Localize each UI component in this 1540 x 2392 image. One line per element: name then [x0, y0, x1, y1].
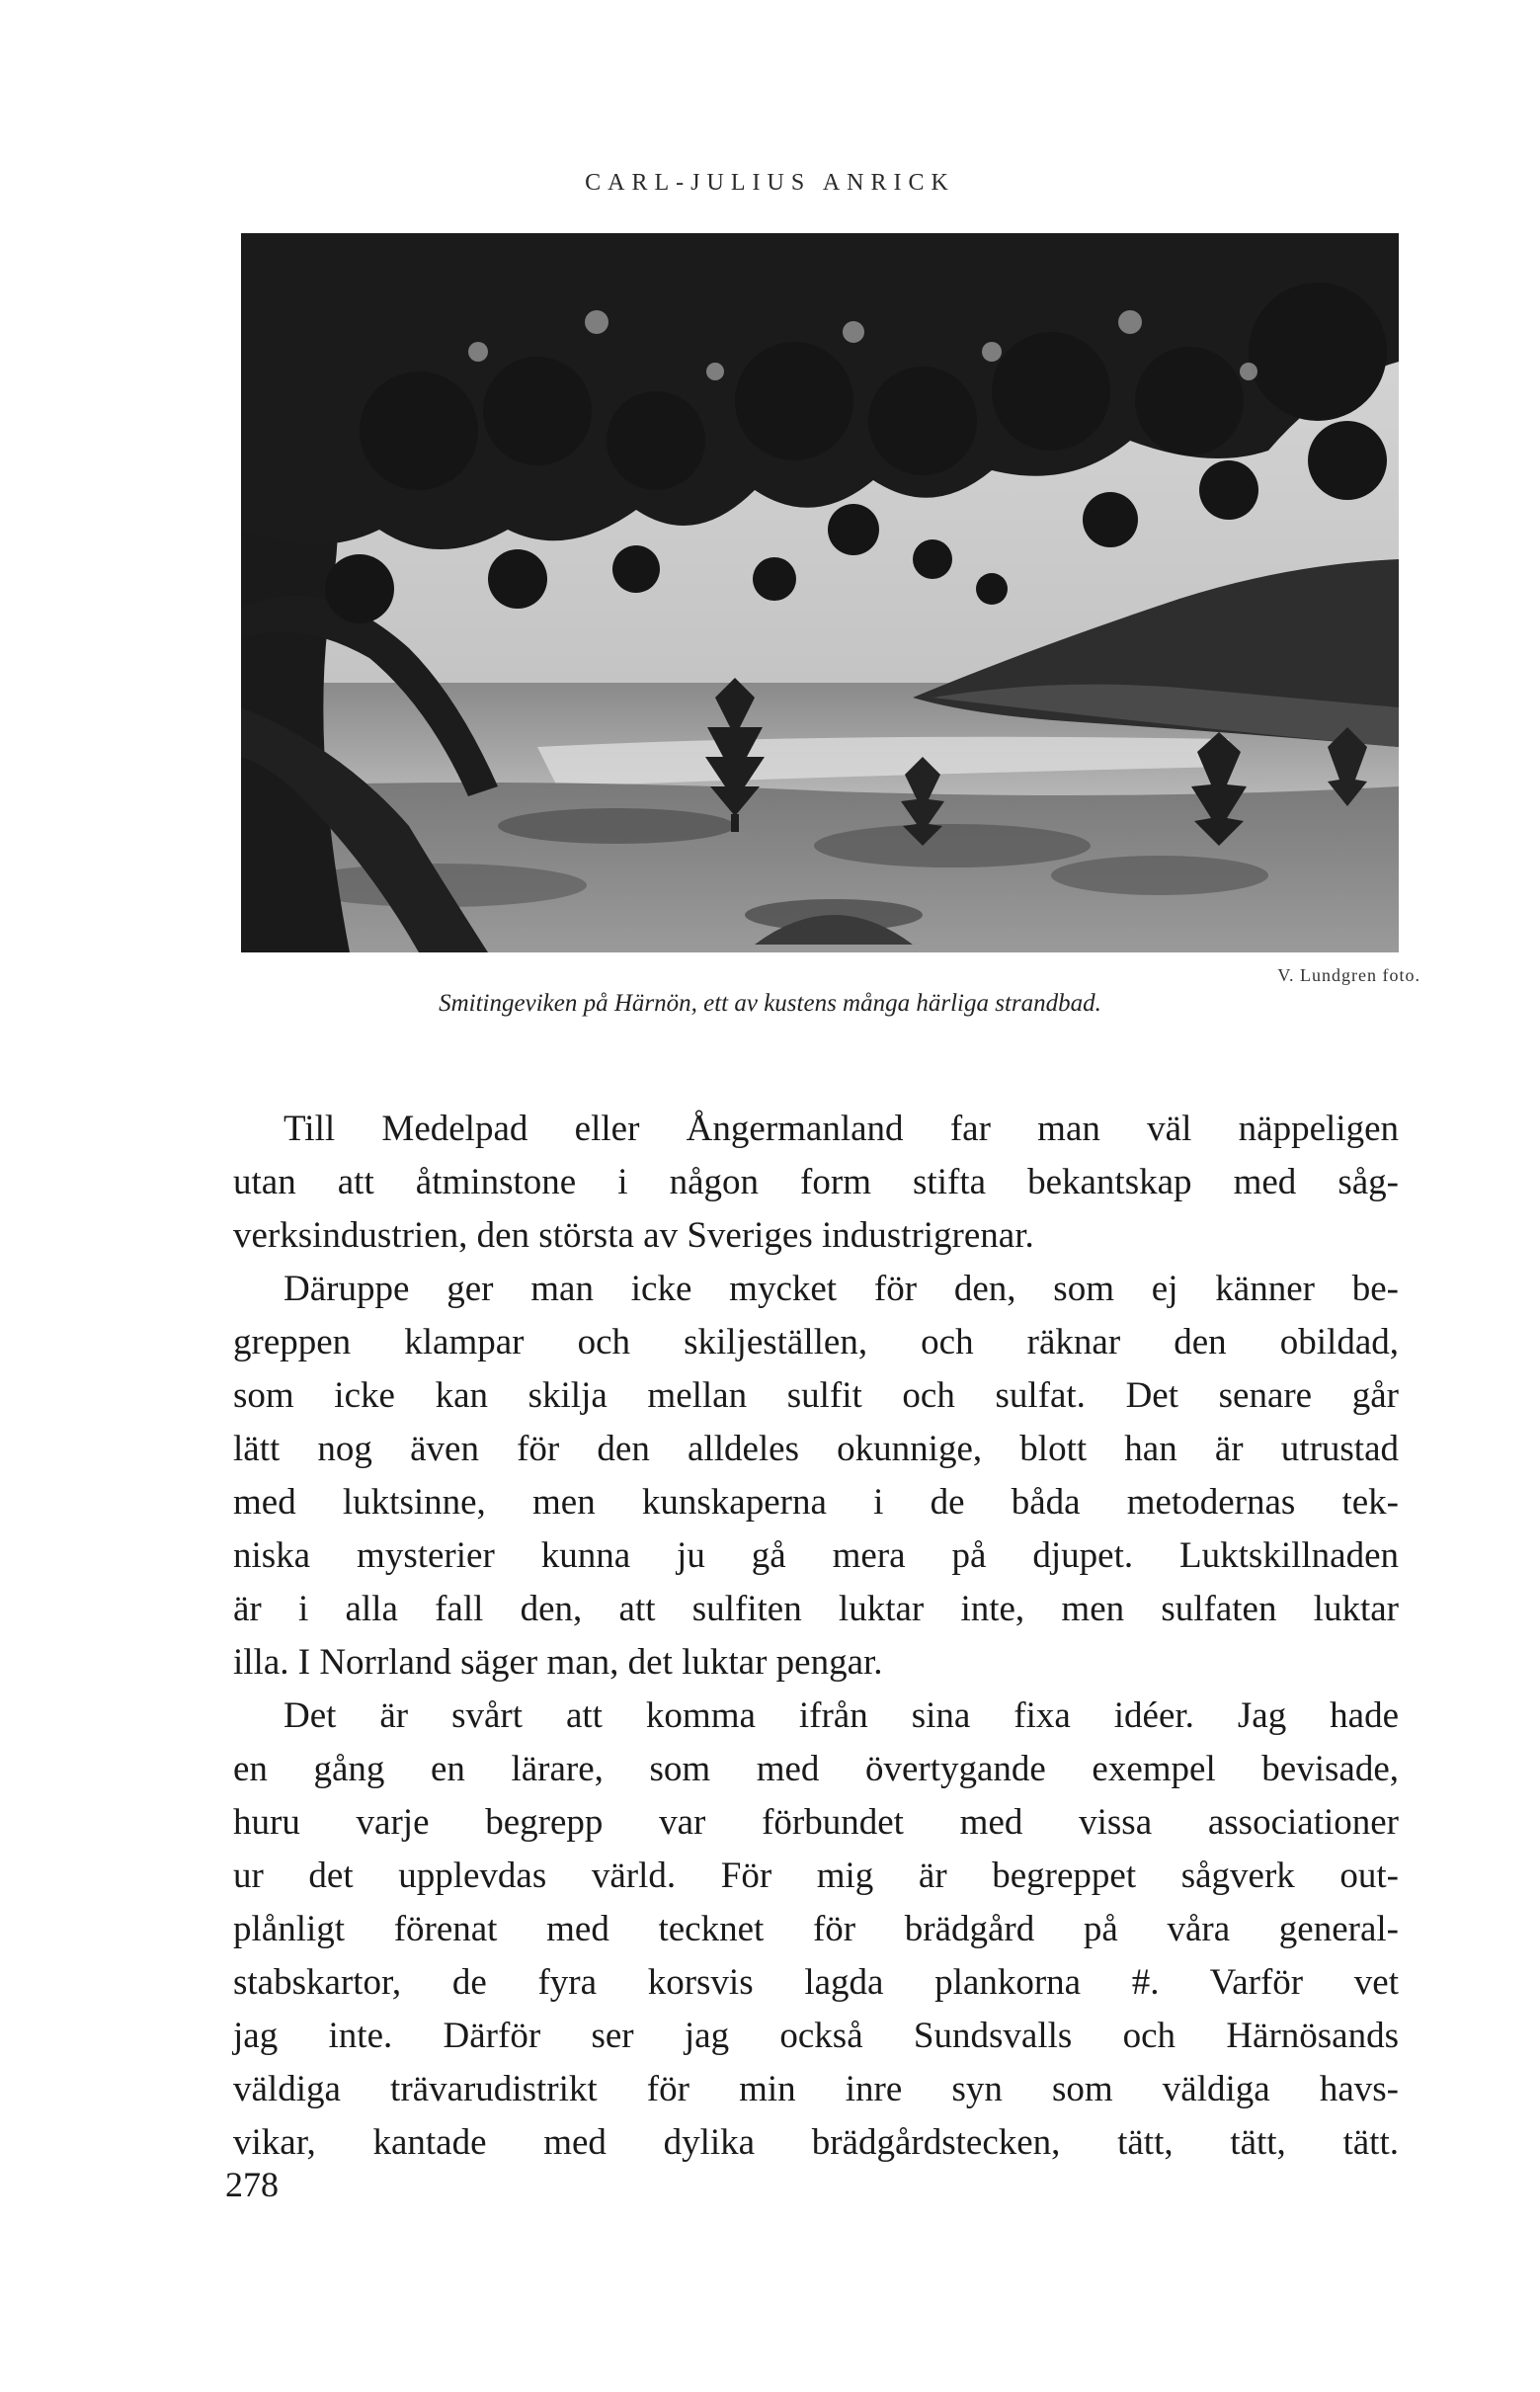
photo-credit: V. Lundgren foto. — [1277, 965, 1420, 985]
text-line: Till Medelpad eller Ångermanland far man väl näppeligen — [284, 1109, 1399, 1149]
running-head: CARL-JULIUS ANRICK — [585, 170, 955, 196]
body-text — [233, 1103, 1399, 2170]
text-line: plånligt förenat med tecknet för brädgård på våra general- — [233, 1909, 1399, 1949]
text-line: Däruppe ger man icke mycket för den, som ej känner be- — [284, 1269, 1399, 1309]
text-line: med luktsinne, men kunskaperna i de båda metodernas tek- — [233, 1482, 1399, 1523]
text-line: illa. I Norrland säger man, det luktar pengar. — [233, 1642, 883, 1683]
text-line: ur det upplevdas värld. För mig är begreppet sågverk out- — [233, 1856, 1399, 1896]
photo-caption: Smitingeviken på Härnön, ett av kustens många härliga strandbad. — [439, 990, 1101, 1017]
paragraph-1 — [233, 1103, 1399, 1263]
text-line: en gång en lärare, som med övertygande exempel bevisade, — [233, 1749, 1399, 1789]
text-line: lätt nog även för den alldeles okunnige, blott han är utrustad — [233, 1429, 1399, 1469]
landscape-photo — [241, 233, 1399, 952]
landscape-photo-icon — [241, 233, 1399, 952]
text-line: huru varje begrepp var förbundet med vissa associationer — [233, 1802, 1399, 1843]
text-line: utan att åtminstone i någon form stifta bekantskap med såg- — [233, 1162, 1399, 1202]
paragraph-3 — [233, 1690, 1399, 2170]
text-line: Det är svårt att komma ifrån sina fixa idéer. Jag hade — [284, 1695, 1399, 1736]
text-line: vikar, kantade med dylika brädgårdstecken, tätt, tätt, tätt. — [233, 2122, 1399, 2163]
text-line: niska mysterier kunna ju gå mera på djupet. Luktskillnaden — [233, 1535, 1399, 1576]
text-line: som icke kan skilja mellan sulfit och sulfat. Det senare går — [233, 1375, 1399, 1416]
text-line: väldiga trävarudistrikt för min inre syn som väldiga havs- — [233, 2069, 1399, 2109]
page-number: 278 — [225, 2165, 279, 2204]
text-line: är i alla fall den, att sulfiten luktar inte, men sulfaten luktar — [233, 1589, 1399, 1629]
text-line: verksindustrien, den största av Sveriges industrigrenar. — [233, 1215, 1034, 1256]
paragraph-2 — [233, 1263, 1399, 1690]
text-line: greppen klampar och skiljeställen, och räknar den obildad, — [233, 1322, 1399, 1362]
text-line: jag inte. Därför ser jag också Sundsvalls och Härnösands — [233, 2016, 1399, 2056]
text-line: stabskartor, de fyra korsvis lagda plankorna #. Varför vet — [233, 1962, 1399, 2003]
